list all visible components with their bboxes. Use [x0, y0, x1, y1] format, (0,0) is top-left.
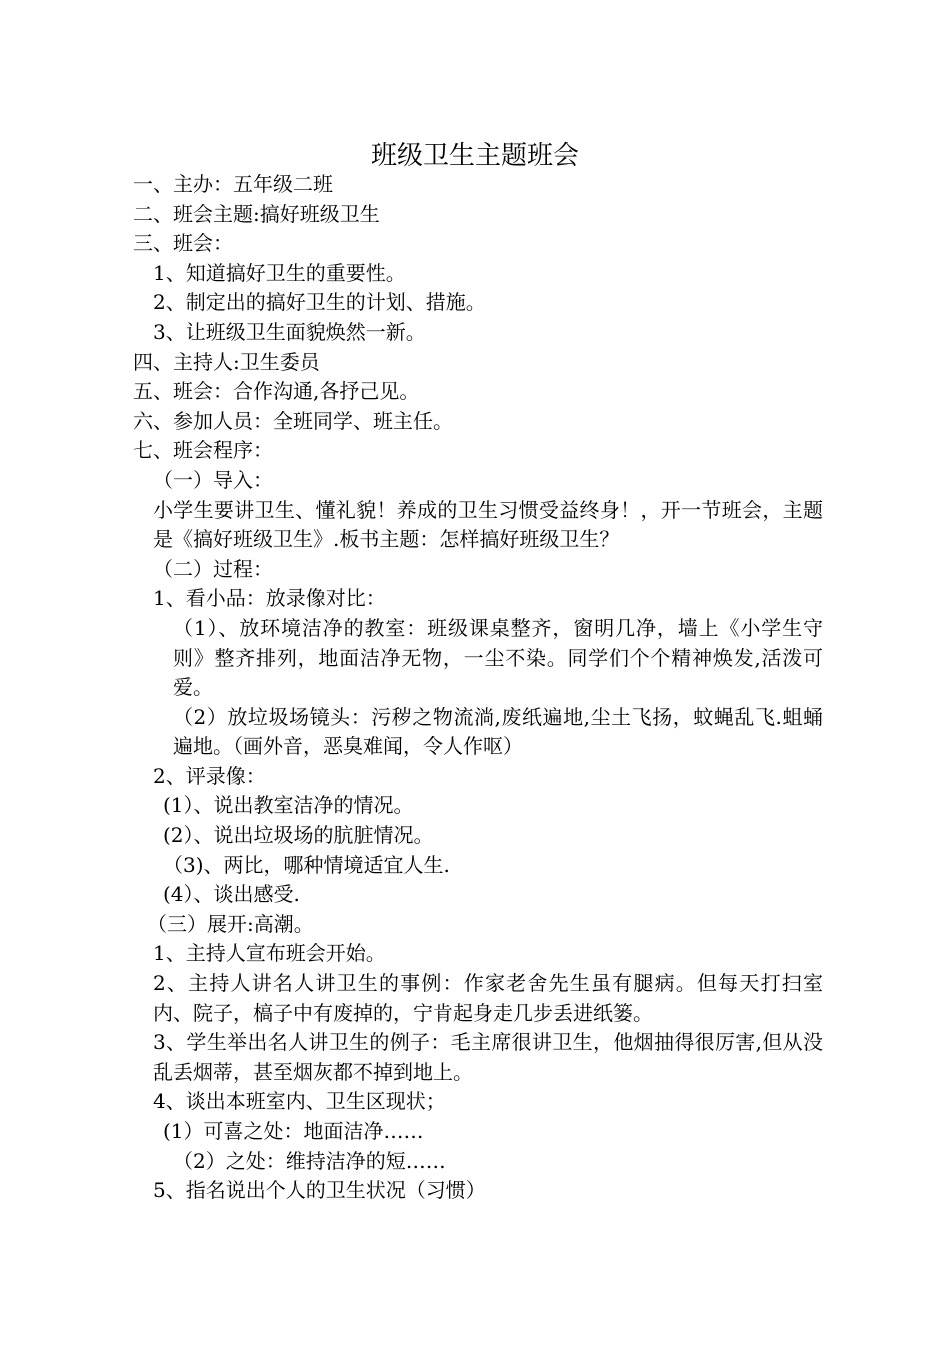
status-item: (1）可喜之处：地面洁净……: [163, 1119, 424, 1143]
video-clean-paragraph: （1）、放环境洁净的教室：班级课桌整齐，窗明几净，墙上《小学生守则》整齐排列，地面洁净无物，一尘不染。同学们个个精神焕发,活泼可爱。: [173, 615, 823, 700]
status-item: （2）之处：维持洁净的短……: [173, 1148, 446, 1173]
subsection-intro-heading: （一）导入：: [153, 467, 273, 492]
subsection-climax-heading: （三）展开:高潮。: [147, 911, 314, 936]
document-title: 班级卫生主题班会: [370, 141, 579, 171]
climax-step: 5、指名说出个人的卫生状况（习惯）: [153, 1178, 486, 1203]
review-item: (4）、谈出感受.: [163, 882, 300, 907]
video-dirty-paragraph: （2）放垃圾场镜头：污秽之物流淌,废纸遍地,尘土飞扬，蚊蝇乱飞.蛆蛹遍地。（画外音，恶臭难闻，令人作呕）: [173, 704, 823, 759]
process-step: 2、评录像：: [153, 763, 266, 788]
section-theme: 二、班会主题:搞好班级卫生: [133, 201, 380, 226]
section-organizer: 一、主办：五年级二班: [133, 172, 333, 196]
climax-step: 4、谈出本班室内、卫生区现状；: [153, 1089, 446, 1114]
section-format: 五、班会：合作沟通,各抒己见。: [133, 379, 420, 404]
section-participants: 六、参加人员：全班同学、班主任。: [133, 408, 453, 433]
document-body: [133, 170, 823, 1206]
goal-item: 1、知道搞好卫生的重要性。: [153, 260, 406, 285]
section-goals-heading: 三、班会：: [133, 231, 233, 256]
intro-paragraph: 小学生要讲卫生、懂礼貌！养成的卫生习惯受益终身！，开一节班会，主题是《搞好班级卫生》.板书主题：怎样搞好班级卫生？: [153, 497, 823, 552]
process-step: 1、看小品：放录像对比：: [153, 586, 386, 611]
section-procedure-heading: 七、班会程序：: [133, 438, 273, 463]
climax-step: 1、主持人宣布班会开始。: [153, 941, 386, 966]
section-host: 四、主持人:卫生委员: [133, 349, 320, 374]
review-item: (2）、说出垃圾场的肮脏情况。: [163, 823, 434, 848]
climax-step-paragraph: 3、学生举出名人讲卫生的例子：毛主席很讲卫生，他烟抽得很厉害,但从没乱丢烟蒂，甚至烟灰都不掉到地上。: [153, 1030, 823, 1084]
goal-item: 3、让班级卫生面貌焕然一新。: [153, 319, 426, 344]
climax-step-paragraph: 2、主持人讲名人讲卫生的事例：作家老舍先生虽有腿病。但每天打扫室内、院子，槁子中有废掉的，宁肯起身走几步丢进纸篓。: [153, 971, 823, 1025]
goal-item: 2、制定出的搞好卫生的计划、措施。: [153, 290, 486, 315]
review-item: (1）、说出教室洁净的情况。: [163, 793, 414, 818]
review-item: （3)、两比，哪种情境适宜人生.: [163, 852, 450, 877]
subsection-process-heading: （二）过程：: [153, 556, 273, 581]
